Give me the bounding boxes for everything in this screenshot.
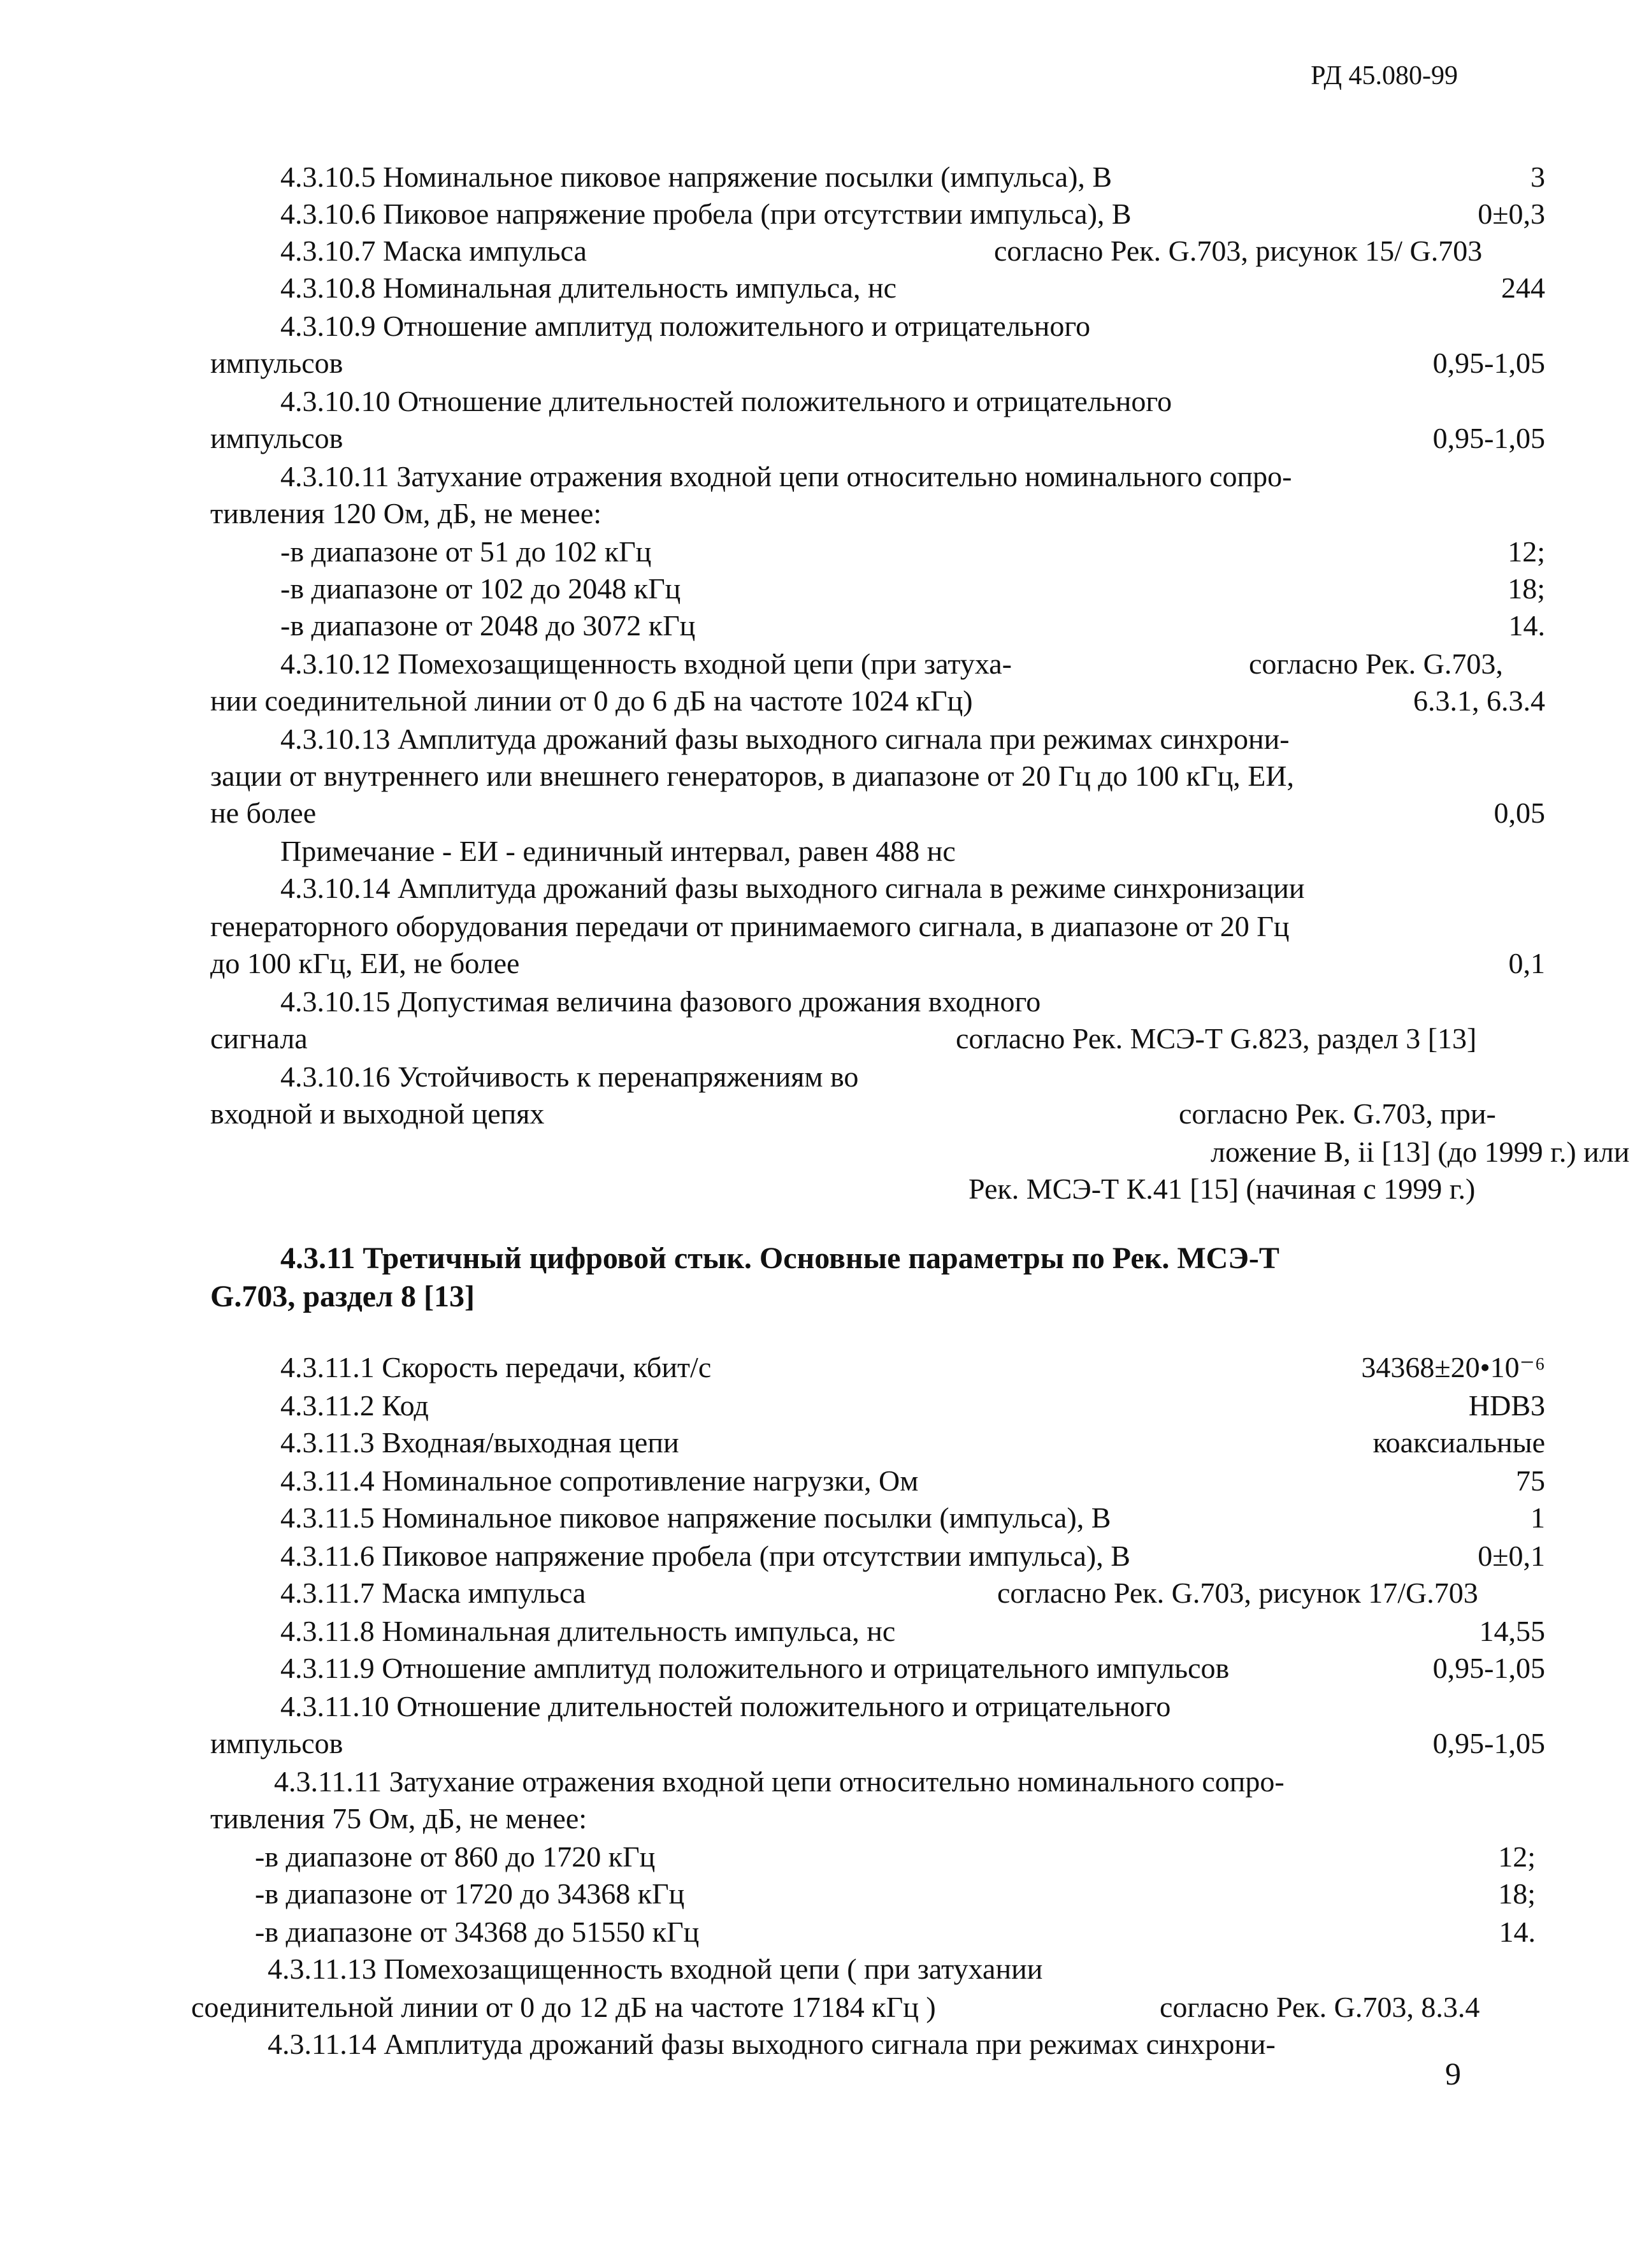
value-text: коаксиальные <box>1372 1426 1545 1459</box>
text-line <box>0 1988 1649 2026</box>
text-line <box>0 232 1649 270</box>
reference-text: согласно Рек. G.703, 8.3.4 <box>1160 1991 1480 2023</box>
line-text: 4.3.11.2 Код <box>280 1389 429 1422</box>
line-text: 4.3.10.5 Номинальное пиковое напряжение посылки (импульса), В <box>280 161 1113 193</box>
value-text: 18; <box>1508 572 1545 605</box>
text-line <box>0 1020 1649 1058</box>
reference-text: Рек. МСЭ-Т К.41 [15] (начиная с 1999 г.) <box>969 1173 1476 1205</box>
reference-text: согласно Рек. МСЭ-Т G.823, раздел 3 [13] <box>956 1022 1477 1055</box>
value-text: HDB3 <box>1468 1389 1545 1422</box>
value-text: 0,95-1,05 <box>1432 422 1545 454</box>
line-text: 4.3.11.5 Номинальное пиковое напряжение посылки (импульса), В <box>280 1501 1111 1534</box>
line-text: 4.3.11.4 Номинальное сопротивление нагрузки, Ом <box>280 1464 919 1497</box>
line-text: 4.3.11.3 Входная/выходная цепи <box>280 1426 679 1459</box>
line-text: входной и выходной цепях <box>210 1097 545 1130</box>
line-text: не более <box>210 797 317 829</box>
reference-text: согласно Рек. G.703, при- <box>1179 1097 1496 1130</box>
line-text: -в диапазоне от 1720 до 34368 кГц <box>255 1877 685 1910</box>
value-text: 12; <box>1498 1840 1536 1873</box>
text-line <box>0 944 1649 983</box>
text-line <box>0 458 1649 496</box>
text-line <box>0 2025 1649 2063</box>
line-text: 4.3.10.16 Устойчивость к перенапряжениям во <box>280 1060 859 1093</box>
line-text: соединительной линии от 0 до 12 дБ на частоте 17184 кГц ) <box>191 1991 936 2023</box>
value-text: 18; <box>1498 1877 1536 1910</box>
line-text: -в диапазоне от 34368 до 51550 кГц <box>255 1916 700 1948</box>
line-text: 4.3.11.7 Маска импульса <box>280 1577 586 1609</box>
text-line <box>0 1763 1649 1801</box>
text-line <box>0 1133 1649 1171</box>
line-text: 4.3.11.11 Затухание отражения входной цепи относительно номинального сопро- <box>274 1765 1285 1798</box>
line-text: сигнала <box>210 1022 308 1055</box>
document-code: РД 45.080-99 <box>1311 61 1458 90</box>
line-text: 4.3.10.7 Маска импульса <box>280 235 587 267</box>
text-line <box>0 720 1649 758</box>
reference-text: согласно Рек. G.703, рисунок 17/G.703 <box>997 1577 1478 1609</box>
line-text: 4.3.11.9 Отношение амплитуд положительного и отрицательного импульсов <box>280 1652 1230 1684</box>
line-text: 4.3.11.13 Помехозащищенность входной цепи ( при затухании <box>268 1953 1043 1985</box>
text-line <box>0 1800 1649 1838</box>
text-line <box>0 1574 1649 1612</box>
text-line <box>0 757 1649 795</box>
value-text: 0,1 <box>1508 947 1545 979</box>
text-line <box>0 1424 1649 1462</box>
text-line <box>0 1278 1649 1316</box>
value-text: 0,95-1,05 <box>1432 1652 1545 1684</box>
text-line <box>0 1724 1649 1763</box>
text-line <box>0 533 1649 571</box>
text-line <box>0 1462 1649 1500</box>
line-text: тивления 75 Ом, дБ, не менее: <box>210 1802 587 1835</box>
line-text: 4.3.10.10 Отношение длительностей положительного и отрицательного <box>280 385 1172 417</box>
line-text: 4.3.11.1 Скорость передачи, кбит/с <box>280 1351 712 1383</box>
text-line <box>0 570 1649 608</box>
line-text: 4.3.10.6 Пиковое напряжение пробела (при отсутствии импульса), В <box>280 198 1132 230</box>
line-text: 4.3.10.13 Амплитуда дрожаний фазы выходного сигнала при режимах синхрони- <box>280 723 1290 755</box>
line-text: 4.3.11.6 Пиковое напряжение пробела (при отсутствии импульса), В <box>280 1540 1130 1572</box>
text-line <box>0 1612 1649 1650</box>
line-text: зации от внутреннего или внешнего генераторов, в диапазоне от 20 Гц до 100 кГц, ЕИ, <box>210 760 1295 792</box>
text-line <box>0 158 1649 196</box>
line-text: тивления 120 Ом, дБ, не менее: <box>210 497 602 530</box>
line-text: 4.3.10.8 Номинальная длительность импульса, нс <box>280 271 897 304</box>
line-text: 4.3.11.10 Отношение длительностей положительного и отрицательного <box>280 1690 1171 1723</box>
value-text: 244 <box>1501 271 1545 304</box>
text-line <box>0 1239 1649 1278</box>
value-text: 0,95-1,05 <box>1432 1727 1545 1759</box>
text-line <box>0 1387 1649 1425</box>
text-line <box>0 682 1649 720</box>
text-line <box>0 269 1649 307</box>
text-line <box>0 1058 1649 1096</box>
line-text: Примечание - ЕИ - единичный интервал, равен 488 нс <box>280 835 956 867</box>
line-text: 4.3.10.9 Отношение амплитуд положительного и отрицательного <box>280 310 1091 342</box>
value-text: 34368±20•10⁻⁶ <box>1361 1351 1545 1383</box>
line-text: генераторного оборудования передачи от принимаемого сигнала, в диапазоне от 20 Гц <box>210 910 1290 943</box>
line-text: G.703, раздел 8 [13] <box>210 1280 475 1313</box>
line-text: импульсов <box>210 422 343 454</box>
line-text: 4.3.10.11 Затухание отражения входной цепи относительно номинального сопро- <box>280 460 1292 493</box>
value-text: 75 <box>1516 1464 1545 1497</box>
text-line <box>0 1649 1649 1687</box>
line-text: 4.3.11 Третичный цифровой стык. Основные параметры по Рек. МСЭ-Т <box>280 1241 1279 1275</box>
line-text: -в диапазоне от 860 до 1720 кГц <box>255 1840 656 1873</box>
value-text: 14,55 <box>1479 1615 1545 1647</box>
text-line <box>0 794 1649 832</box>
text-line <box>0 645 1649 683</box>
line-text: 4.3.11.8 Номинальная длительность импульса, нс <box>280 1615 896 1647</box>
reference-text: ложение В, ii [13] (до 1999 г.) или <box>1211 1136 1630 1168</box>
text-line <box>0 983 1649 1021</box>
text-line <box>0 344 1649 382</box>
text-line <box>0 1095 1649 1133</box>
line-text: 4.3.11.14 Амплитуда дрожаний фазы выходного сигнала при режимах синхрони- <box>268 2028 1276 2060</box>
value-text: 12; <box>1508 535 1545 568</box>
text-line <box>0 907 1649 946</box>
line-text: импульсов <box>210 1727 343 1759</box>
text-line <box>0 307 1649 345</box>
text-line <box>0 1499 1649 1537</box>
page-number: 9 <box>1445 2056 1461 2091</box>
value-text: 0±0,1 <box>1478 1540 1545 1572</box>
reference-text: согласно Рек. G.703, рисунок 15/ G.703 <box>994 235 1483 267</box>
value-text: 14. <box>1499 1916 1536 1948</box>
line-text: -в диапазоне от 2048 до 3072 кГц <box>280 609 696 642</box>
value-text: 0±0,3 <box>1478 198 1545 230</box>
text-line <box>0 1687 1649 1726</box>
text-line <box>0 607 1649 645</box>
text-line <box>0 1170 1649 1208</box>
value-text: 6.3.1, 6.3.4 <box>1413 684 1545 717</box>
text-line <box>0 195 1649 233</box>
text-line <box>0 1950 1649 1988</box>
text-line <box>0 495 1649 533</box>
value-text: 0,05 <box>1494 797 1545 829</box>
reference-text: согласно Рек. G.703, <box>1249 647 1503 680</box>
value-text: 3 <box>1530 161 1545 193</box>
text-line <box>0 832 1649 870</box>
line-text: до 100 кГц, ЕИ, не более <box>210 947 520 979</box>
line-text: -в диапазоне от 51 до 102 кГц <box>280 535 652 568</box>
text-line <box>0 869 1649 907</box>
value-text: 14. <box>1508 609 1545 642</box>
text-line <box>0 1348 1649 1387</box>
text-line <box>0 1537 1649 1575</box>
line-text: нии соединительной линии от 0 до 6 дБ на частоте 1024 кГц) <box>210 684 973 717</box>
text-line <box>0 1875 1649 1913</box>
value-text: 1 <box>1530 1501 1545 1534</box>
line-text: 4.3.10.12 Помехозащищенность входной цепи (при затуха- <box>280 647 1012 680</box>
line-text: 4.3.10.15 Допустимая величина фазового дрожания входного <box>280 985 1041 1018</box>
line-text: -в диапазоне от 102 до 2048 кГц <box>280 572 681 605</box>
value-text: 0,95-1,05 <box>1432 347 1545 379</box>
line-text: 4.3.10.14 Амплитуда дрожаний фазы выходного сигнала в режиме синхронизации <box>280 872 1305 904</box>
text-line <box>0 1913 1649 1951</box>
text-line <box>0 1838 1649 1876</box>
text-line <box>0 419 1649 458</box>
text-line <box>0 382 1649 421</box>
line-text: импульсов <box>210 347 343 379</box>
